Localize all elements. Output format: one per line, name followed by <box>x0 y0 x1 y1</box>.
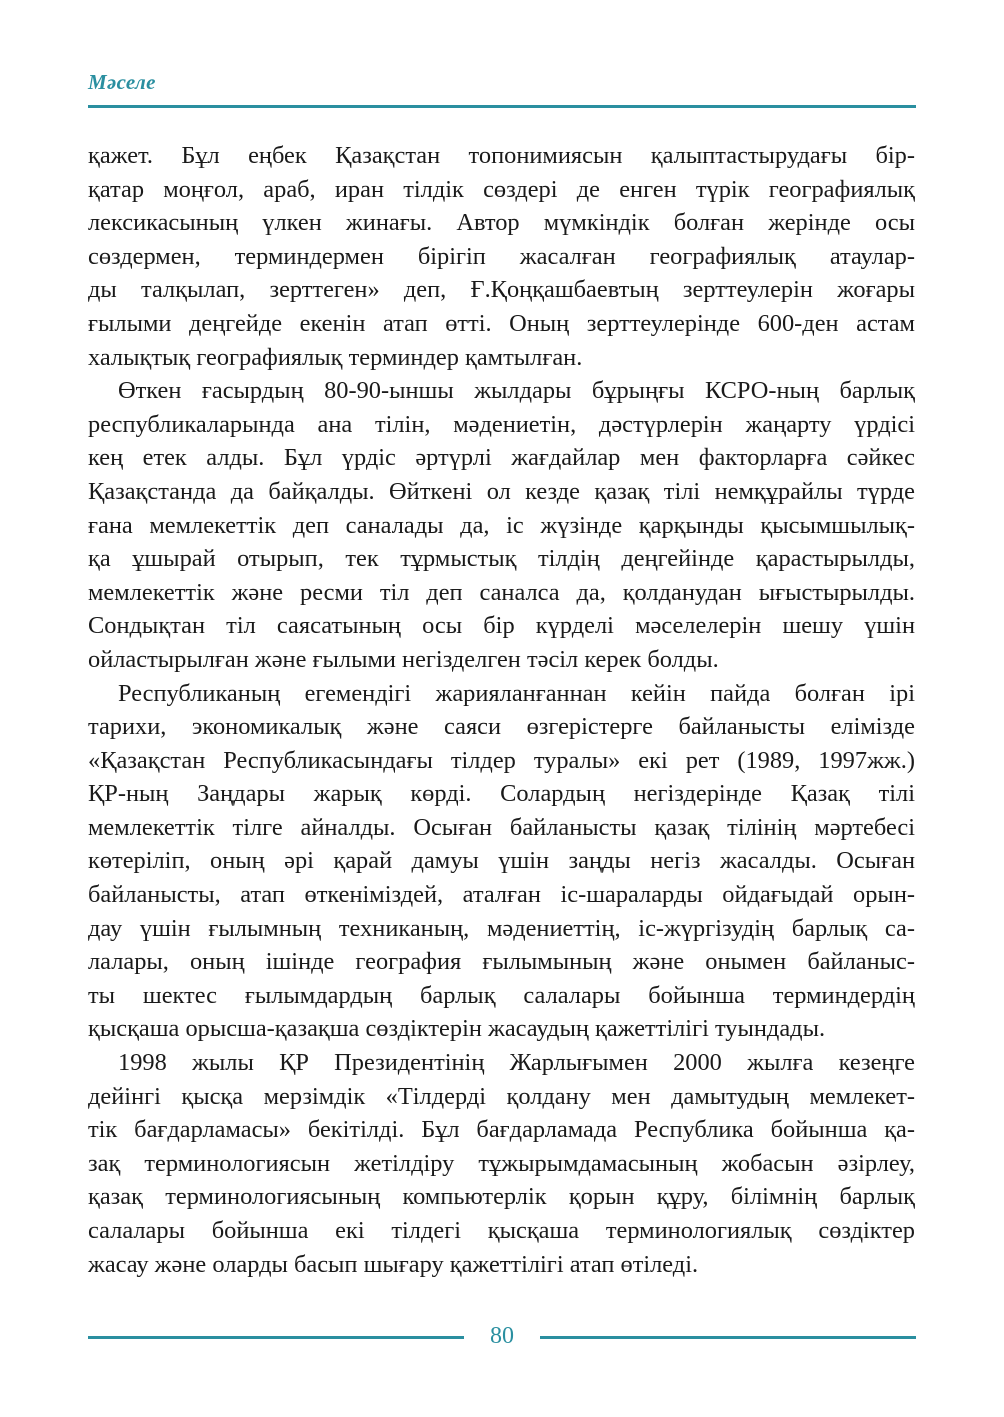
text-line: мемлекеттік тілге айналды. Осыған байланысты қазақ тілінің мәртебесі <box>88 813 915 841</box>
text-line: ғана мемлекеттік деп саналады да, іс жүзінде қарқынды қысымшылық- <box>88 511 915 539</box>
text-line: дейінгі қысқа мерзімдік «Тілдерді қолдану мен дамытудың мемлекет- <box>88 1082 915 1110</box>
text-line: дау үшін ғылымның техниканың, мәдениеттің, іс-жүргізудің барлық са- <box>88 914 915 942</box>
text-line: қазақ терминологиясының компьютерлік қорын құру, білімнің барлық <box>88 1183 915 1211</box>
text-line: ғылыми деңгейде екенін атап өтті. Оның зерттеулерінде 600-ден астам <box>88 309 915 337</box>
text-line: Қазақстанда да байқалды. Өйткені ол кезде қазақ тілі немқұрайлы түрде <box>88 477 915 505</box>
text-line: салалары бойынша екі тілдегі қысқаша терминологиялық сөздіктер <box>88 1217 915 1244</box>
text-line: көтеріліп, оның әрі қарай дамуы үшін заңды негіз жасалды. Осыған <box>88 847 915 875</box>
text-line: Сондықтан тіл саясатының осы бір күрделі мәселелерін шешу үшін <box>88 612 915 640</box>
text-line: лалары, оның ішінде география ғылымының және онымен байланыс- <box>88 948 915 976</box>
text-line: байланысты, атап өткеніміздей, аталған іс-шараларды ойдағыдай орын- <box>88 881 915 909</box>
text-line: ты шектес ғылымдардың барлық салалары бойынша терминдердің <box>88 981 915 1009</box>
text-line: қажет. Бұл еңбек Қазақстан топонимиясын қалыптастырудағы бір- <box>88 142 915 169</box>
text-line: қатар моңғол, араб, иран тілдік сөздері де енген түрік географиялық <box>88 175 915 203</box>
footer-divider-right <box>540 1336 916 1339</box>
paragraph <box>88 139 915 374</box>
text-line: Өткен ғасырдың 80-90-ыншы жылдары бұрыңғы КСРО-ның барлық <box>118 377 915 405</box>
text-line: тік бағдарламасы» бекітілді. Бұл бағдарламада Республика бойынша қа- <box>88 1116 915 1144</box>
paragraph <box>88 1046 915 1281</box>
header-divider <box>88 105 916 108</box>
text-line: тарихи, экономикалық және саяси өзгерістерге байланысты елімізде <box>88 713 915 741</box>
text-line: «Қазақстан Республикасындағы тілдер туралы» екі рет (1989, 1997жж.) <box>88 746 915 774</box>
text-line: сөздермен, терминдермен бірігіп жасалған географиялық атаулар- <box>88 242 915 270</box>
text-line: 1998 жылы ҚР Президентінің Жарлығымен 2000 жылға кезеңге <box>118 1049 915 1077</box>
paragraph <box>88 677 915 1047</box>
text-line: қа ұшырай отырып, тек тұрмыстық тілдің деңгейінде қарастырылды, <box>88 545 915 573</box>
text-line: ҚР-ның Заңдары жарық көрді. Солардың негіздерінде Қазақ тілі <box>88 780 915 808</box>
footer-divider-left <box>88 1336 464 1339</box>
page-body-text <box>88 139 915 1281</box>
text-line: лексикасының үлкен жинағы. Автор мүмкіндік болған жерінде осы <box>88 209 915 237</box>
text-line: мемлекеттік және ресми тіл деп саналса да, қолданудан ығыстырылды. <box>88 578 915 606</box>
page-number: 80 <box>490 1323 514 1349</box>
text-line: қысқаша орысша-қазақша сөздіктерін жасаудың қажеттілігі туындады. <box>88 1015 826 1043</box>
text-line: Республиканың егемендігі жарияланғаннан кейін пайда болған ірі <box>118 679 915 707</box>
text-line: ойластырылған және ғылыми негізделген тәсіл керек болды. <box>88 645 719 673</box>
text-line: республикаларында ана тілін, мәдениетін, дәстүрлерін жаңарту үрдісі <box>88 410 915 438</box>
text-line: зақ терминологиясын жетілдіру тұжырымдамасының жобасын әзірлеу, <box>88 1149 915 1177</box>
text-line: халықтық географиялық терминдер қамтылған. <box>88 343 583 371</box>
paragraph <box>88 374 915 676</box>
text-line: жасау және оларды басып шығару қажеттілігі атап өтіледі. <box>88 1250 699 1278</box>
text-line: кең етек алды. Бұл үрдіс әртүрлі жағдайлар мен факторларға сәйкес <box>88 444 915 472</box>
text-line: ды талқылап, зерттеген» деп, Ғ.Қоңқашбаевтың зерттеулерін жоғары <box>88 276 915 304</box>
running-header-title: Мәселе <box>88 70 156 94</box>
